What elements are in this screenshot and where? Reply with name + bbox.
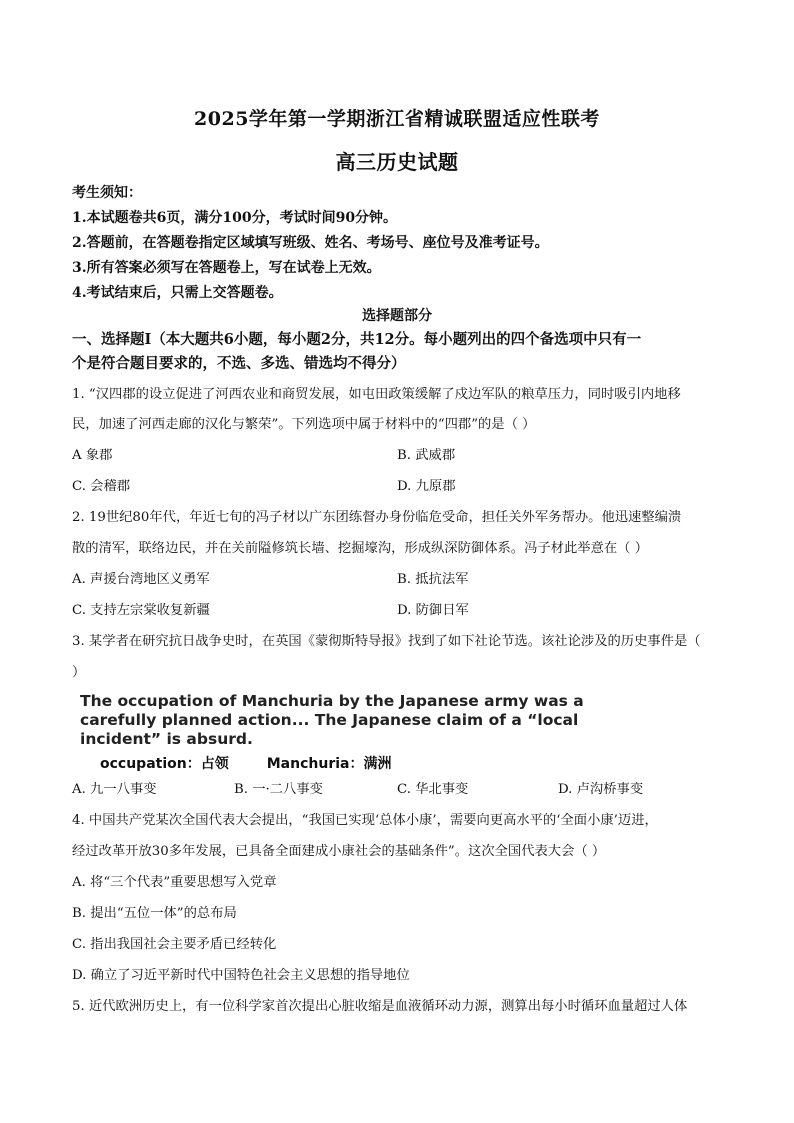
excerpt-line: The occupation of Manchuria by the Japanese army was a (80, 692, 584, 710)
section-desc-line: 个是符合题目要求的，不选、多选、错选均不得分） (72, 355, 406, 372)
question-4-stem: 经过改革开放30多年发展，已具备全面建成小康社会的基础条件”。这次全国代表大会（ ） (72, 844, 606, 859)
exam-subtitle: 高三历史试题 (335, 150, 459, 174)
question-2-stem: 散的清军，联络边民，并在关前隘修筑长墙、挖掘壕沟，形成纵深防御体系。冯子材此举意在（ ） (72, 541, 648, 556)
notice-item: 3.所有答案必须写在答题卷上，写在试卷上无效。 (72, 260, 381, 276)
excerpt-line: carefully planned action... The Japanese claim of a “local (80, 711, 579, 729)
notice-block (72, 181, 732, 306)
question-3-option-d: D. 卢沟桥事变 (558, 782, 644, 797)
gloss-occupation: occupation：占领 (100, 756, 229, 772)
vocabulary-gloss (100, 753, 391, 773)
question-4-option-c: C. 指出我国社会主要矛盾已经转化 (72, 937, 277, 952)
question-4-option-b: B. 提出“五位一体”的总布局 (72, 906, 237, 921)
question-3-option-a: A. 九一八事变 (72, 782, 157, 797)
question-3-option-b: B. 一·二八事变 (234, 782, 323, 797)
excerpt-line: incident” is absurd. (80, 730, 253, 748)
question-1-option-c: C. 会稽郡 (72, 479, 131, 494)
question-3-stem: 3. 某学者在研究抗日战争史时，在英国《蒙彻斯特导报》找到了如下社论节选。该社论涉及的历史事件是（ (72, 634, 701, 649)
question-1-stem: 1. “汉四郡的设立促进了河西农业和商贸发展，如屯田政策缓解了戍边军队的粮草压力，同时吸引内地移 (72, 387, 681, 402)
question-1-option-a: A 象郡 (72, 448, 113, 463)
question-2-option-d: D. 防御日军 (397, 603, 469, 618)
question-2-stem: 2. 19世纪80年代，年近七旬的冯子材以广东团练督办身份临危受命，担任关外军务帮办。他迅速整编溃 (72, 510, 682, 525)
exam-title: 2025学年第一学期浙江省精诚联盟适应性联考 (194, 108, 600, 130)
question-1-option-b: B. 武威郡 (397, 448, 456, 463)
question-4-stem: 4. 中国共产党某次全国代表大会提出，“我国已实现‘总体小康’，需要向更高水平的‘全面小康’迈进， (72, 813, 658, 828)
section-heading: 选择题部分 (362, 308, 432, 324)
question-1-option-d: D. 九原郡 (397, 479, 456, 494)
section-desc-line: 一、选择题Ⅰ（本大题共6小题，每小题2分，共12分。每小题列出的四个备选项中只有一 (72, 331, 642, 348)
section-description (72, 328, 732, 376)
question-4-option-d: D. 确立了习近平新时代中国特色社会主义思想的指导地位 (72, 968, 410, 983)
question-1-stem: 民，加速了河西走廊的汉化与繁荣”。下列选项中属于材料中的“四郡”的是（ ） (72, 417, 536, 432)
gloss-manchuria: Manchuria：满洲 (266, 756, 392, 772)
question-3-option-c: C. 华北事变 (397, 782, 469, 797)
notice-heading: 考生须知： (72, 185, 142, 201)
question-5-stem: 5. 近代欧洲历史上，有一位科学家首次提出心脏收缩是血液循环动力源，测算出每小时循环血量超过人体 (72, 999, 688, 1014)
editorial-excerpt (80, 692, 680, 749)
notice-item: 1.本试题卷共6页，满分100分，考试时间90分钟。 (72, 210, 398, 226)
question-2-option-b: B. 抵抗法军 (397, 572, 469, 587)
question-4-option-a: A. 将“三个代表”重要思想写入党章 (72, 875, 277, 890)
question-2-option-a: A. 声援台湾地区义勇军 (72, 572, 210, 587)
notice-item: 4.考试结束后，只需上交答题卷。 (72, 285, 283, 301)
notice-item: 2.答题前，在答题卷指定区域填写班级、姓名、考场号、座位号及准考证号。 (72, 235, 549, 251)
question-3-stem: ） (72, 665, 86, 680)
question-2-option-c: C. 支持左宗棠收复新疆 (72, 603, 210, 618)
